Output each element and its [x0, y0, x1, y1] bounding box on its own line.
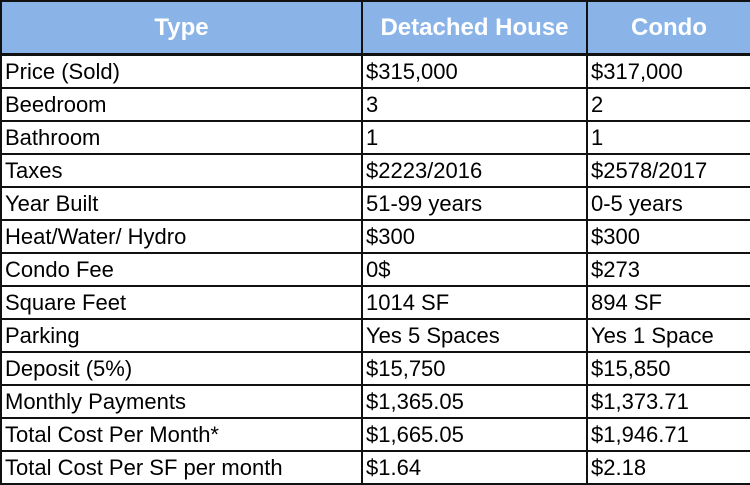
row-label: Price (Sold): [1, 55, 362, 89]
row-label: Parking: [1, 319, 362, 352]
condo-value: $273: [587, 253, 750, 286]
row-label: Heat/Water/ Hydro: [1, 220, 362, 253]
condo-value: $1,946.71: [587, 418, 750, 451]
detached-value: $1,665.05: [362, 418, 587, 451]
row-label: Year Built: [1, 187, 362, 220]
table-row: [1, 319, 750, 352]
detached-value: $2223/2016: [362, 154, 587, 187]
table-row: [1, 187, 750, 220]
detached-value: $15,750: [362, 352, 587, 385]
condo-value: $300: [587, 220, 750, 253]
condo-value: Yes 1 Space: [587, 319, 750, 352]
row-label: Monthly Payments: [1, 385, 362, 418]
condo-value: $2578/2017: [587, 154, 750, 187]
header-type: Type: [1, 1, 362, 55]
row-label: Total Cost Per SF per month: [1, 451, 362, 484]
table-row: [1, 154, 750, 187]
row-label: Bathroom: [1, 121, 362, 154]
header-condo: Condo: [587, 1, 750, 55]
detached-value: $315,000: [362, 55, 587, 89]
table-row: [1, 286, 750, 319]
detached-value: 1014 SF: [362, 286, 587, 319]
table-row: [1, 418, 750, 451]
row-label: Condo Fee: [1, 253, 362, 286]
condo-value: $317,000: [587, 55, 750, 89]
condo-value: 0-5 years: [587, 187, 750, 220]
detached-value: 0$: [362, 253, 587, 286]
detached-value: 3: [362, 88, 587, 121]
row-label: Total Cost Per Month*: [1, 418, 362, 451]
detached-value: $300: [362, 220, 587, 253]
row-label: Square Feet: [1, 286, 362, 319]
table-row: [1, 88, 750, 121]
table-row: [1, 220, 750, 253]
condo-value: $2.18: [587, 451, 750, 484]
condo-value: 2: [587, 88, 750, 121]
detached-value: $1.64: [362, 451, 587, 484]
row-label: Beedroom: [1, 88, 362, 121]
header-row: [1, 1, 750, 55]
table-row: [1, 253, 750, 286]
detached-value: 51-99 years: [362, 187, 587, 220]
detached-value: 1: [362, 121, 587, 154]
condo-value: $1,373.71: [587, 385, 750, 418]
header-detached-house: Detached House: [362, 1, 587, 55]
table-row: [1, 121, 750, 154]
condo-value: 894 SF: [587, 286, 750, 319]
row-label: Taxes: [1, 154, 362, 187]
condo-value: 1: [587, 121, 750, 154]
detached-value: Yes 5 Spaces: [362, 319, 587, 352]
row-label: Deposit (5%): [1, 352, 362, 385]
detached-value: $1,365.05: [362, 385, 587, 418]
table-row: [1, 352, 750, 385]
condo-value: $15,850: [587, 352, 750, 385]
table-row: [1, 55, 750, 89]
table-row: [1, 385, 750, 418]
table-row: [1, 451, 750, 484]
